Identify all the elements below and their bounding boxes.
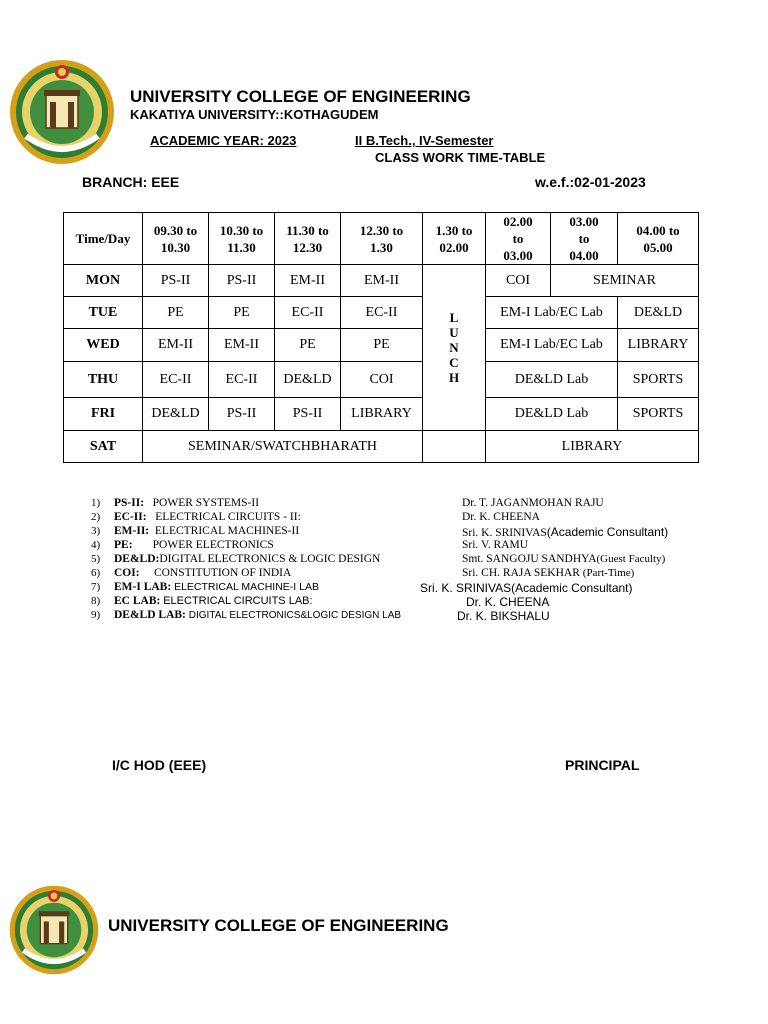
- slot-header: [143, 213, 209, 265]
- day-cell: TUE: [64, 297, 143, 329]
- slot-line: 03.00: [503, 248, 533, 263]
- slot-header: [486, 213, 551, 265]
- slot-header: [275, 213, 341, 265]
- legend-faculty: Sri. V. RAMU: [462, 539, 529, 551]
- table-row: [64, 398, 699, 431]
- slot-line: to: [578, 231, 590, 246]
- table-row: [64, 431, 699, 463]
- legend-item: [114, 497, 259, 509]
- table-row: [64, 265, 699, 297]
- legend-item: [114, 581, 319, 593]
- legend-item: [114, 609, 401, 621]
- header-row: [64, 213, 699, 265]
- legend-num: 8): [91, 595, 101, 607]
- period-cell: DE&LD Lab: [486, 398, 618, 431]
- legend-code: EC LAB:: [114, 595, 161, 607]
- slot-header: [209, 213, 275, 265]
- period-cell: LIBRARY: [618, 329, 699, 362]
- slot-header: [423, 213, 486, 265]
- legend-code: PE:: [114, 539, 133, 551]
- university-seal-logo: [8, 884, 100, 976]
- period-cell: PE: [275, 329, 341, 362]
- legend-subject: CONSTITUTION OF INDIA: [153, 567, 292, 579]
- period-cell: EM-I Lab/EC Lab: [486, 329, 618, 362]
- legend-code: EM-II:: [114, 525, 150, 537]
- university-name: KAKATIYA UNIVERSITY::KOTHAGUDEM: [130, 107, 379, 122]
- lunch-cell: [423, 265, 486, 431]
- legend-code: EM-I LAB:: [114, 581, 172, 593]
- period-cell: COI: [341, 362, 423, 398]
- period-cell: EC-II: [341, 297, 423, 329]
- legend-subject: ELECTRICAL MACHINES-II: [154, 525, 300, 537]
- legend-code: COI:: [114, 567, 140, 579]
- legend-item: [114, 553, 380, 565]
- legend-faculty: [462, 553, 665, 565]
- slot-line: 1.30 to: [435, 222, 473, 238]
- faculty-name: Sri. CH. RAJA SEKHAR: [462, 567, 580, 579]
- period-cell: EC-II: [143, 362, 209, 398]
- legend-code: PS-II:: [114, 497, 145, 509]
- legend-faculty: Dr. K. CHEENA: [466, 595, 550, 609]
- period-cell: DE&LD: [618, 297, 699, 329]
- legend-num: 6): [91, 567, 101, 579]
- lunch-letter: H: [448, 370, 460, 385]
- legend-subject: DIGITAL ELECTRONICS&LOGIC DESIGN LAB: [188, 610, 402, 621]
- legend-subject: POWER ELECTRONICS: [152, 539, 274, 551]
- legend-faculty: Dr. K. CHEENA: [462, 511, 540, 523]
- period-cell: PE: [143, 297, 209, 329]
- period-cell: PE: [209, 297, 275, 329]
- day-cell: FRI: [64, 398, 143, 431]
- lunch-letter: U: [449, 325, 459, 340]
- day-cell: MON: [64, 265, 143, 297]
- lunch-cell-bottom: [423, 431, 486, 463]
- slot-line: to: [512, 231, 524, 246]
- slot-line: 04.00: [569, 248, 599, 263]
- legend-faculty: Dr. T. JAGANMOHAN RAJU: [462, 497, 604, 509]
- slot-line: 09.30 to: [153, 222, 198, 238]
- period-cell: SPORTS: [618, 398, 699, 431]
- slot-line: 05.00: [643, 239, 673, 255]
- period-cell: LIBRARY: [486, 431, 699, 463]
- faculty-note: (Academic Consultant): [546, 525, 669, 539]
- faculty-note: (Guest Faculty): [596, 553, 666, 565]
- legend-num: 1): [91, 497, 101, 509]
- period-cell: PS-II: [143, 265, 209, 297]
- principal-signature: PRINCIPAL: [565, 757, 640, 773]
- legend-num: 2): [91, 511, 101, 523]
- legend-subject: POWER SYSTEMS-II: [152, 497, 260, 509]
- period-cell: EC-II: [209, 362, 275, 398]
- legend-subject: ELECTRICAL CIRCUITS LAB:: [163, 595, 313, 607]
- period-cell: EM-II: [143, 329, 209, 362]
- faculty-note: (Part-Time): [582, 567, 635, 579]
- university-seal-logo: [8, 58, 116, 166]
- lunch-letter: C: [449, 355, 459, 370]
- legend-item: [114, 539, 274, 551]
- period-cell: SEMINAR: [551, 265, 699, 297]
- slot-line: 1.30: [370, 239, 393, 255]
- legend-code: DE&LD LAB:: [114, 609, 186, 621]
- slot-line: 12.30: [292, 239, 323, 255]
- slot-line: 11.30 to: [286, 222, 329, 238]
- wef-date: w.e.f.:02-01-2023: [535, 174, 646, 190]
- day-cell: THU: [64, 362, 143, 398]
- slot-header: [618, 213, 699, 265]
- period-cell: DE&LD: [143, 398, 209, 431]
- slot-line: 10.30 to: [219, 222, 264, 238]
- slot-line: 10.30: [160, 239, 191, 255]
- lunch-letter: N: [449, 340, 459, 355]
- legend-faculty: Dr. K. BIKSHALU: [457, 609, 550, 623]
- legend-num: 7): [91, 581, 101, 593]
- legend-item: [114, 525, 299, 537]
- legend-num: 9): [91, 609, 101, 621]
- slot-header: [341, 213, 423, 265]
- legend-code: EC-II:: [114, 511, 147, 523]
- period-cell: SEMINAR/SWATCHBHARATH: [143, 431, 423, 463]
- faculty-name: Smt. SANGOJU SANDHYA: [462, 553, 597, 565]
- slot-line: 12.30 to: [359, 222, 404, 238]
- period-cell: COI: [486, 265, 551, 297]
- legend-num: 4): [91, 539, 101, 551]
- period-cell: LIBRARY: [341, 398, 423, 431]
- period-cell: EM-II: [275, 265, 341, 297]
- legend-item: [114, 567, 291, 579]
- faculty-name: Sri. K. SRINIVAS: [462, 527, 547, 539]
- college-title: UNIVERSITY COLLEGE OF ENGINEERING: [130, 87, 471, 106]
- branch: BRANCH: EEE: [82, 174, 180, 190]
- legend-item: [114, 511, 301, 523]
- legend-code: DE&LD:: [114, 553, 160, 565]
- legend-num: 3): [91, 525, 101, 537]
- slot-line: 03.00: [569, 214, 599, 229]
- period-cell: PS-II: [275, 398, 341, 431]
- table-row: [64, 362, 699, 398]
- table-row: [64, 297, 699, 329]
- legend-faculty: Sri. K. SRINIVAS(Academic Consultant): [420, 581, 633, 595]
- slot-header: [551, 213, 618, 265]
- legend-item: [114, 595, 313, 607]
- next-page-college-title: UNIVERSITY COLLEGE OF ENGINEERING: [108, 916, 449, 935]
- academic-year: ACADEMIC YEAR: 2023: [150, 133, 297, 148]
- hod-signature: I/C HOD (EEE): [112, 757, 207, 773]
- legend-faculty: [462, 567, 634, 579]
- table-row: [64, 329, 699, 362]
- slot-line: 02.00: [503, 214, 533, 229]
- period-cell: PS-II: [209, 265, 275, 297]
- legend-subject: ELECTRICAL CIRCUITS - II:: [155, 511, 301, 523]
- day-cell: SAT: [64, 431, 143, 463]
- period-cell: PS-II: [209, 398, 275, 431]
- period-cell: EM-I Lab/EC Lab: [486, 297, 618, 329]
- semester: II B.Tech., IV-Semester: [355, 133, 494, 148]
- legend-subject: DIGITAL ELECTRONICS & LOGIC DESIGN: [159, 553, 381, 565]
- slot-line: 11.30: [227, 239, 256, 255]
- period-cell: SPORTS: [618, 362, 699, 398]
- legend-subject: ELECTRICAL MACHINE-I LAB: [174, 581, 319, 593]
- legend-faculty: [462, 525, 668, 539]
- period-cell: PE: [341, 329, 423, 362]
- lunch-letter: L: [449, 310, 459, 325]
- document-title: CLASS WORK TIME-TABLE: [375, 150, 546, 165]
- slot-line: 04.00 to: [636, 222, 680, 238]
- timetable: [63, 212, 699, 463]
- period-cell: EM-II: [209, 329, 275, 362]
- period-cell: DE&LD: [275, 362, 341, 398]
- slot-line: 02.00: [439, 239, 469, 255]
- corner-cell: [64, 213, 143, 265]
- period-cell: DE&LD Lab: [486, 362, 618, 398]
- period-cell: EM-II: [341, 265, 423, 297]
- day-cell: WED: [64, 329, 143, 362]
- corner-label: Time/Day: [75, 231, 131, 246]
- legend-num: 5): [91, 553, 101, 565]
- period-cell: EC-II: [275, 297, 341, 329]
